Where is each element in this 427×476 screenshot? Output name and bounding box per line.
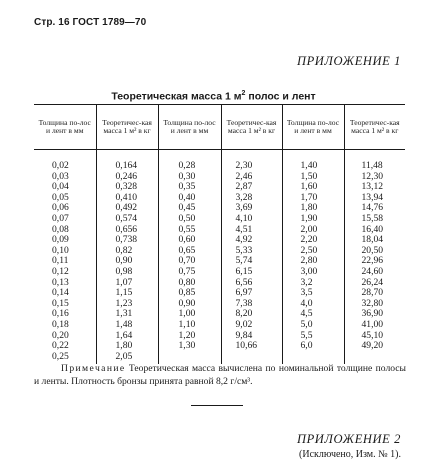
- header-thickness-1: Толщина по-лос и лент в мм: [34, 105, 96, 150]
- table-row: [34, 203, 405, 214]
- table-cell: 1,80: [282, 203, 344, 214]
- table-cell: 4,5: [282, 309, 344, 320]
- table-cell: 0,328: [96, 182, 158, 193]
- table-cell: 6,0: [282, 341, 344, 352]
- table-cell: 0,28: [158, 150, 221, 172]
- table-cell: 0,04: [52, 181, 69, 193]
- table-cell: 1,23: [96, 299, 158, 310]
- table-row: [34, 150, 405, 172]
- table-cell: 0,08: [52, 223, 69, 235]
- table-cell: 3,28: [221, 193, 282, 204]
- table-cell: 9,84: [221, 331, 282, 342]
- table-cell: 32,80: [344, 299, 405, 310]
- table-cell: 0,10: [52, 244, 69, 256]
- mass-table: [34, 104, 405, 364]
- table-cell: 2,30: [221, 150, 282, 172]
- table-cell: 1,00: [158, 309, 221, 320]
- table-row: [34, 309, 405, 320]
- table-cell: 7,38: [221, 299, 282, 310]
- note-label: Примечание: [61, 363, 126, 374]
- table-cell: 1,48: [96, 320, 158, 331]
- table-cell: 2,50: [282, 246, 344, 257]
- table-cell: 3,2: [282, 278, 344, 289]
- table-row: [34, 235, 405, 246]
- table-cell: 1,40: [282, 150, 344, 172]
- table-cell: 28,70: [344, 288, 405, 299]
- table-cell: 0,82: [96, 246, 158, 257]
- table-cell: 2,87: [221, 182, 282, 193]
- table-row: [34, 172, 405, 183]
- table-row: [34, 299, 405, 310]
- appendix-1-title: ПРИЛОЖЕНИЕ 1: [296, 54, 401, 68]
- table-row: [34, 278, 405, 289]
- table-cell: 0,45: [158, 203, 221, 214]
- table-cell: 20,50: [344, 246, 405, 257]
- table-cell: 1,64: [96, 331, 158, 342]
- table-cell: 15,58: [344, 214, 405, 225]
- table-cell: 1,20: [158, 331, 221, 342]
- table-caption-main: Теоретическая масса 1 м: [111, 90, 242, 103]
- table-cell: 6,15: [221, 267, 282, 278]
- table-cell: 6,97: [221, 288, 282, 299]
- table-cell: 1,15: [96, 288, 158, 299]
- table-cell: 0,55: [158, 225, 221, 236]
- table-cell: 0,574: [96, 214, 158, 225]
- table-cell: 14,76: [344, 203, 405, 214]
- table-cell: 0,656: [96, 225, 158, 236]
- table-cell: 10,66: [221, 341, 282, 352]
- table-cell: 0,12: [52, 265, 69, 277]
- note-text: Теоретическая масса вычислена по номинальной толщине полосы и ленты. Плотность бронзы принята равной 8,2 г/см³.: [34, 363, 406, 387]
- table-cell: 5,5: [282, 331, 344, 342]
- header-mass-1: Теоретичес-кая масса 1 м² в кг: [96, 105, 158, 150]
- table-cell: 0,13: [52, 276, 69, 288]
- table-cell: 0,40: [158, 193, 221, 204]
- table-cell: 0,85: [158, 288, 221, 299]
- table-cell: 12,30: [344, 172, 405, 183]
- table-cell: 3,5: [282, 288, 344, 299]
- appendix-2-status: (Исключено, Изм. № 1).: [299, 449, 401, 460]
- table-cell: 0,05: [52, 191, 69, 203]
- table-row: [34, 246, 405, 257]
- table-cell: 0,07: [52, 212, 69, 224]
- table-cell: 45,10: [344, 331, 405, 342]
- table-cell: 0,35: [158, 182, 221, 193]
- table-cell: 1,07: [96, 278, 158, 289]
- table-cell: 36,90: [344, 309, 405, 320]
- table-cell: 0,30: [158, 172, 221, 183]
- table-cell: 5,0: [282, 320, 344, 331]
- table-cell: 0,164: [96, 150, 158, 172]
- table-cell: 0,20: [52, 329, 69, 341]
- table-row: [34, 320, 405, 331]
- table-cell: 24,60: [344, 267, 405, 278]
- table-cell: 1,80: [96, 341, 158, 352]
- table-cell: 0,492: [96, 203, 158, 214]
- table-row: [34, 256, 405, 267]
- table-cell: 4,51: [221, 225, 282, 236]
- table-cell: 16,40: [344, 225, 405, 236]
- table-caption-rest: полос и лент: [245, 90, 316, 103]
- header-mass-2: Теоретичес-кая масса 1 м² в кг: [221, 105, 282, 150]
- header-mass-3: Теоретичес-кая масса 1 м² в кг: [344, 105, 405, 150]
- table-cell: 1,70: [282, 193, 344, 204]
- table-cell: 1,90: [282, 214, 344, 225]
- table-cell: 0,410: [96, 193, 158, 204]
- table-cell: 0,15: [52, 297, 69, 309]
- table-cell: 49,20: [344, 341, 405, 352]
- table-cell: 13,94: [344, 193, 405, 204]
- table-row: [34, 341, 405, 352]
- table-cell: 2,00: [282, 225, 344, 236]
- table-cell: 0,246: [96, 172, 158, 183]
- table-cell: 9,02: [221, 320, 282, 331]
- table-cell: 0,18: [52, 318, 69, 330]
- table-cell: 0,11: [52, 255, 69, 267]
- table-cell: 0,90: [158, 299, 221, 310]
- table-cell: 2,20: [282, 235, 344, 246]
- table-cell: 11,48: [344, 150, 405, 172]
- table-row: [34, 214, 405, 225]
- table-cell: 26,24: [344, 278, 405, 289]
- table-cell: 2,80: [282, 256, 344, 267]
- table-cell: 1,30: [158, 341, 221, 352]
- table-row: [34, 331, 405, 342]
- table-cell: 5,33: [221, 246, 282, 257]
- table-caption: [0, 90, 427, 103]
- table-row: [34, 225, 405, 236]
- table-cell: 0,738: [96, 235, 158, 246]
- table-body: [34, 150, 405, 365]
- table-cell: 2,05: [96, 352, 158, 365]
- table-cell: 0,60: [158, 235, 221, 246]
- table-cell: 0,75: [158, 267, 221, 278]
- table-cell: 0,16: [52, 308, 69, 320]
- table-cell: 41,00: [344, 320, 405, 331]
- separator-line: [191, 405, 243, 406]
- table-header-row: [34, 105, 405, 150]
- table-cell: 0,98: [96, 267, 158, 278]
- table-cell: 0,25: [52, 350, 69, 362]
- table-cell: 1,50: [282, 172, 344, 183]
- table-cell: 8,20: [221, 309, 282, 320]
- table-cell: 0,03: [52, 170, 69, 182]
- table-row: [34, 193, 405, 204]
- table-cell: 0,80: [158, 278, 221, 289]
- header-thickness-2: Толщина по-лос и лент в мм: [158, 105, 221, 150]
- table-cell: 4,92: [221, 235, 282, 246]
- table-cell: 0,02: [52, 160, 69, 171]
- table-cell: 2,46: [221, 172, 282, 183]
- appendix-2-title: ПРИЛОЖЕНИЕ 2: [296, 432, 401, 446]
- table-cell: 1,31: [96, 309, 158, 320]
- table-cell: 6,56: [221, 278, 282, 289]
- table-cell: 0,09: [52, 234, 69, 246]
- table-cell: 4,10: [221, 214, 282, 225]
- page-header: Стр. 16 ГОСТ 1789—70: [34, 17, 147, 28]
- table-cell: 0,90: [96, 256, 158, 267]
- header-thickness-3: Толщина по-лос и лент в мм: [282, 105, 344, 150]
- table-row: [34, 182, 405, 193]
- table-cell: 18,04: [344, 235, 405, 246]
- table-cell: 22,96: [344, 256, 405, 267]
- table-row: [34, 288, 405, 299]
- table-cell: 0,22: [52, 340, 69, 352]
- table-caption-sup: 2: [241, 90, 246, 97]
- table-cell: 1,10: [158, 320, 221, 331]
- table-cell: 3,00: [282, 267, 344, 278]
- table-cell: 13,12: [344, 182, 405, 193]
- table-cell: 3,69: [221, 203, 282, 214]
- table-note: [34, 362, 406, 388]
- table-row: [34, 267, 405, 278]
- table-cell: 4,0: [282, 299, 344, 310]
- table-cell: 1,60: [282, 182, 344, 193]
- table-cell: 5,74: [221, 256, 282, 267]
- table-cell: 0,14: [52, 287, 69, 299]
- table-cell: 0,65: [158, 246, 221, 257]
- table-cell: 0,70: [158, 256, 221, 267]
- table-cell: 0,50: [158, 214, 221, 225]
- table-cell: 0,06: [52, 202, 69, 214]
